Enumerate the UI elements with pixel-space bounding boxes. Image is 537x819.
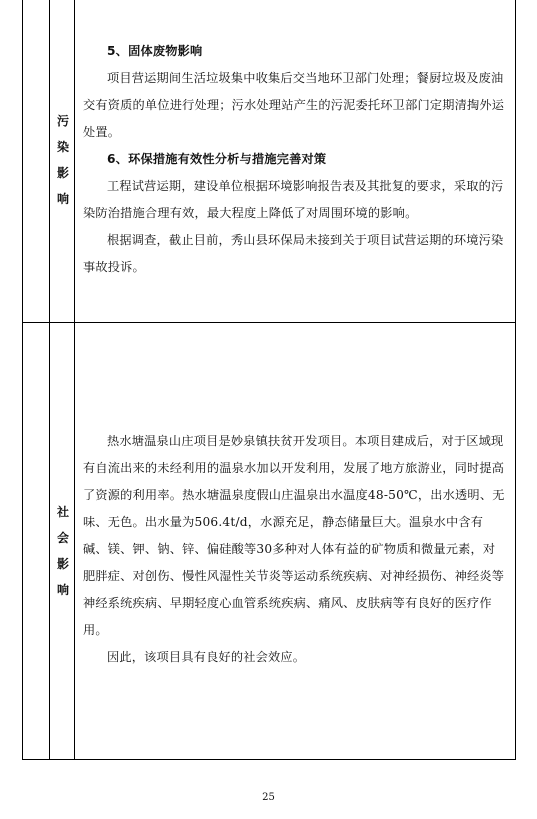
- social-content: [83, 428, 505, 671]
- pollution-content: [83, 38, 505, 281]
- paragraph-complaints: 根据调查，截止目前，秀山县环保局未接到关于项目试营运期的环境污染事故投诉。: [83, 233, 504, 274]
- label-char: 染: [56, 140, 69, 154]
- paragraph-measures-effectiveness: 工程试营运期，建设单位根据环境影响报告表及其批复的要求，采取的污染防治措施合理有效，最大程度上降低了对周围环境的影响。: [83, 179, 504, 220]
- label-char: 影: [56, 166, 69, 180]
- section-heading-solid-waste: 5、固体废物影响: [107, 44, 203, 58]
- label-char: 会: [56, 531, 69, 545]
- label-char: 污: [56, 114, 69, 128]
- social-label-cell: [49, 323, 75, 759]
- paragraph-social-conclusion: 因此，该项目具有良好的社会效应。: [107, 650, 306, 664]
- report-table: [22, 0, 516, 760]
- section-heading-measures: 6、环保措施有效性分析与措施完善对策: [107, 152, 327, 166]
- pollution-impact-row: [23, 0, 515, 323]
- label-char: 影: [56, 557, 69, 571]
- page-number: 25: [262, 792, 275, 803]
- label-char: 社: [56, 505, 69, 519]
- paragraph-social-benefits: 热水塘温泉山庄项目是妙泉镇扶贫开发项目。本项目建成后，对于区域现有自流出来的未经利用的温泉水加以开发利用，发展了地方旅游业，同时提高了资源的利用率。热水塘温泉度假山庄温泉出水温度48-50℃，出水透明、无味、无色。出水量为506.4t/d，水源充足，静态储量巨大。温泉水中含有碱、镁、钾、钠、锌、偏硅酸等30多种对人体有益的矿物质和微量元素，对肥胖症、对创伤、慢性风湿性关节炎等运动系统疾病、对神经损伤、神经炎等神经系统疾病、早期轻度心血管系统疾病、痛风、皮肤病等有良好的医疗作用。: [83, 434, 505, 637]
- label-char: 响: [56, 583, 69, 597]
- paragraph-solid-waste: 项目营运期间生活垃圾集中收集后交当地环卫部门处理；餐厨垃圾及废油交有资质的单位进行处理；污水处理站产生的污泥委托环卫部门定期清掏外运处置。: [83, 71, 505, 139]
- social-impact-row: [23, 323, 515, 759]
- pollution-label-cell: [49, 0, 75, 322]
- label-char: 响: [56, 192, 69, 206]
- pollution-impact-label: [50, 108, 76, 212]
- social-impact-label: [50, 499, 76, 603]
